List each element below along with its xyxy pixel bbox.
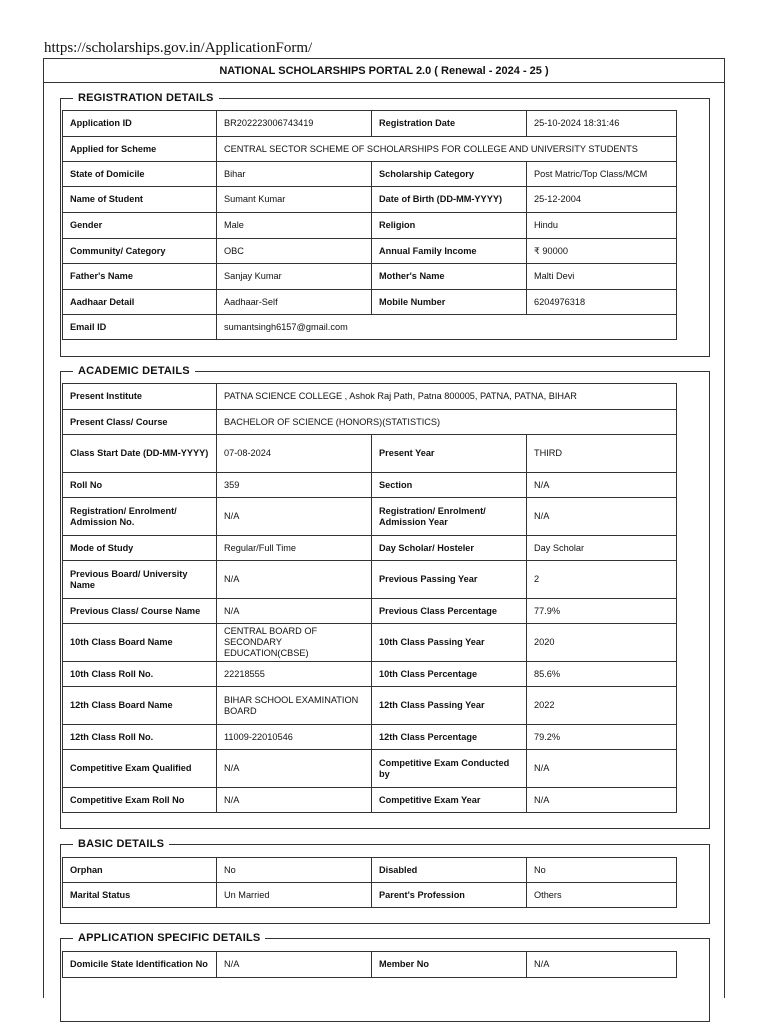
institute-label: Present Institute (63, 384, 217, 410)
competitive-exam-year-label: Competitive Exam Year (372, 788, 527, 813)
email-label: Email ID (63, 315, 217, 340)
previous-board-label: Previous Board/ University Name (63, 561, 217, 599)
competitive-exam-roll-label: Competitive Exam Roll No (63, 788, 217, 813)
scheme-label: Applied for Scheme (63, 137, 217, 162)
parent-profession-value: Others (527, 883, 677, 908)
previous-board-value: N/A (217, 561, 372, 599)
parent-profession-label: Parent's Profession (372, 883, 527, 908)
domicile-id-value: N/A (217, 952, 372, 978)
mobile-label: Mobile Number (372, 290, 527, 315)
tenth-board-value: CENTRAL BOARD OF SECONDARY EDUCATION(CBSE) (217, 624, 372, 662)
twelfth-roll-value: 11009-22010546 (217, 725, 372, 750)
previous-passing-year-label: Previous Passing Year (372, 561, 527, 599)
mobile-value: 6204976318 (527, 290, 677, 315)
twelfth-passing-year-label: 12th Class Passing Year (372, 687, 527, 725)
course-value: BACHELOR OF SCIENCE (HONORS)(STATISTICS) (217, 410, 677, 435)
twelfth-percentage-label: 12th Class Percentage (372, 725, 527, 750)
student-name-value: Sumant Kumar (217, 187, 372, 213)
table-row (63, 952, 677, 978)
registration-table (62, 110, 677, 340)
competitive-exam-year-value: N/A (527, 788, 677, 813)
dob-value: 25-12-2004 (527, 187, 677, 213)
previous-passing-year-value: 2 (527, 561, 677, 599)
table-row (63, 662, 677, 687)
income-label: Annual Family Income (372, 239, 527, 264)
day-scholar-label: Day Scholar/ Hosteler (372, 536, 527, 561)
tenth-passing-year-label: 10th Class Passing Year (372, 624, 527, 662)
religion-label: Religion (372, 213, 527, 239)
dob-label: Date of Birth (DD-MM-YYYY) (372, 187, 527, 213)
religion-value: Hindu (527, 213, 677, 239)
disabled-label: Disabled (372, 858, 527, 883)
table-row (63, 187, 677, 213)
registration-no-label: Registration/ Enrolment/ Admission No. (63, 498, 217, 536)
registration-date-label: Registration Date (372, 111, 527, 137)
gender-value: Male (217, 213, 372, 239)
table-row (63, 162, 677, 187)
table-row (63, 473, 677, 498)
table-row (63, 883, 677, 908)
competitive-exam-roll-value: N/A (217, 788, 372, 813)
class-start-label: Class Start Date (DD-MM-YYYY) (63, 435, 217, 473)
twelfth-board-value: BIHAR SCHOOL EXAMINATION BOARD (217, 687, 372, 725)
table-row (63, 687, 677, 725)
table-row (63, 111, 677, 137)
community-value: OBC (217, 239, 372, 264)
table-row (63, 315, 677, 340)
student-name-label: Name of Student (63, 187, 217, 213)
gender-label: Gender (63, 213, 217, 239)
mode-of-study-label: Mode of Study (63, 536, 217, 561)
tenth-roll-value: 22218555 (217, 662, 372, 687)
twelfth-roll-label: 12th Class Roll No. (63, 725, 217, 750)
application-id-label: Application ID (63, 111, 217, 137)
registration-year-label: Registration/ Enrolment/ Admission Year (372, 498, 527, 536)
tenth-passing-year-value: 2020 (527, 624, 677, 662)
roll-no-label: Roll No (63, 473, 217, 498)
table-row (63, 264, 677, 290)
mother-name-value: Malti Devi (527, 264, 677, 290)
father-name-value: Sanjay Kumar (217, 264, 372, 290)
previous-percentage-value: 77.9% (527, 599, 677, 624)
member-no-label: Member No (372, 952, 527, 978)
registration-year-value: N/A (527, 498, 677, 536)
twelfth-percentage-value: 79.2% (527, 725, 677, 750)
roll-no-value: 359 (217, 473, 372, 498)
marital-status-label: Marital Status (63, 883, 217, 908)
course-label: Present Class/ Course (63, 410, 217, 435)
scholarship-category-label: Scholarship Category (372, 162, 527, 187)
portal-title: NATIONAL SCHOLARSHIPS PORTAL 2.0 ( Renewal - 2024 - 25 ) (44, 59, 724, 83)
page-url: https://scholarships.gov.in/ApplicationForm/ (44, 40, 313, 56)
table-row (63, 410, 677, 435)
income-value: ₹ 90000 (527, 239, 677, 264)
table-row (63, 725, 677, 750)
competitive-exam-qualified-value: N/A (217, 750, 372, 788)
aadhaar-value: Aadhaar-Self (217, 290, 372, 315)
application-specific-heading: APPLICATION SPECIFIC DETAILS (78, 932, 261, 944)
previous-course-value: N/A (217, 599, 372, 624)
table-row (63, 435, 677, 473)
basic-table (62, 857, 677, 908)
academic-table (62, 383, 677, 813)
domicile-label: State of Domicile (63, 162, 217, 187)
member-no-value: N/A (527, 952, 677, 978)
marital-status-value: Un Married (217, 883, 372, 908)
twelfth-passing-year-value: 2022 (527, 687, 677, 725)
twelfth-board-label: 12th Class Board Name (63, 687, 217, 725)
table-row (63, 213, 677, 239)
mother-name-label: Mother's Name (372, 264, 527, 290)
scheme-value: CENTRAL SECTOR SCHEME OF SCHOLARSHIPS FOR COLLEGE AND UNIVERSITY STUDENTS (217, 137, 677, 162)
table-row (63, 858, 677, 883)
table-row (63, 239, 677, 264)
mode-of-study-value: Regular/Full Time (217, 536, 372, 561)
competitive-exam-qualified-label: Competitive Exam Qualified (63, 750, 217, 788)
orphan-value: No (217, 858, 372, 883)
orphan-label: Orphan (63, 858, 217, 883)
table-row (63, 561, 677, 599)
academic-details-heading: ACADEMIC DETAILS (78, 365, 190, 377)
registration-date-value: 25-10-2024 18:31:46 (527, 111, 677, 137)
table-row (63, 750, 677, 788)
tenth-board-label: 10th Class Board Name (63, 624, 217, 662)
institute-value: PATNA SCIENCE COLLEGE , Ashok Raj Path, Patna 800005, PATNA, PATNA, BIHAR (217, 384, 677, 410)
previous-course-label: Previous Class/ Course Name (63, 599, 217, 624)
class-start-value: 07-08-2024 (217, 435, 372, 473)
tenth-percentage-label: 10th Class Percentage (372, 662, 527, 687)
day-scholar-value: Day Scholar (527, 536, 677, 561)
father-name-label: Father's Name (63, 264, 217, 290)
section-value: N/A (527, 473, 677, 498)
application-form (43, 58, 725, 998)
previous-percentage-label: Previous Class Percentage (372, 599, 527, 624)
table-row (63, 290, 677, 315)
email-value: sumantsingh6157@gmail.com (217, 315, 677, 340)
domicile-value: Bihar (217, 162, 372, 187)
table-row (63, 384, 677, 410)
application-specific-table (62, 951, 677, 978)
present-year-label: Present Year (372, 435, 527, 473)
tenth-percentage-value: 85.6% (527, 662, 677, 687)
scholarship-category-value: Post Matric/Top Class/MCM (527, 162, 677, 187)
competitive-exam-conducted-value: N/A (527, 750, 677, 788)
tenth-roll-label: 10th Class Roll No. (63, 662, 217, 687)
application-id-value: BR202223006743419 (217, 111, 372, 137)
table-row (63, 498, 677, 536)
basic-details-heading: BASIC DETAILS (78, 838, 165, 850)
section-label: Section (372, 473, 527, 498)
aadhaar-label: Aadhaar Detail (63, 290, 217, 315)
disabled-value: No (527, 858, 677, 883)
table-row (63, 599, 677, 624)
registration-details-heading: REGISTRATION DETAILS (78, 92, 214, 104)
present-year-value: THIRD (527, 435, 677, 473)
table-row (63, 137, 677, 162)
community-label: Community/ Category (63, 239, 217, 264)
domicile-id-label: Domicile State Identification No (63, 952, 217, 978)
registration-no-value: N/A (217, 498, 372, 536)
table-row (63, 624, 677, 662)
competitive-exam-conducted-label: Competitive Exam Conducted by (372, 750, 527, 788)
table-row (63, 788, 677, 813)
table-row (63, 536, 677, 561)
